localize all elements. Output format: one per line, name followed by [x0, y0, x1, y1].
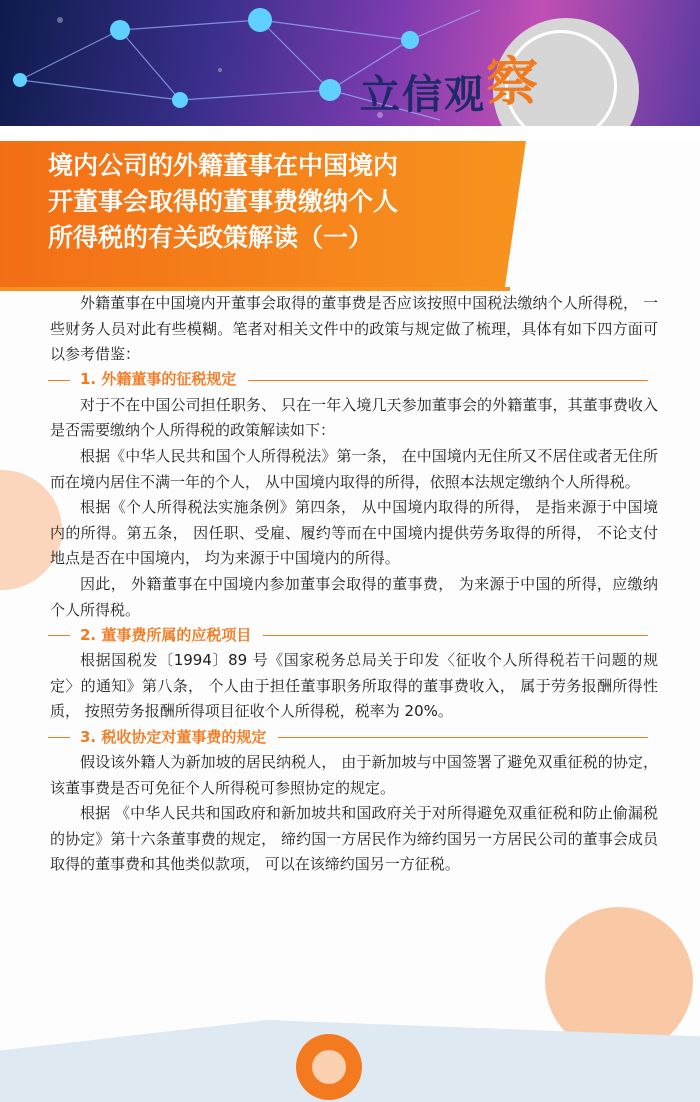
paragraph: 对于不在中国公司担任职务、 只在一年入境几天参加董事会的外籍董事，其董事费收入是否需要缴纳个人所得税的政策解读如下：: [50, 395, 658, 440]
section-heading-label: 3. 税收协定对董事费的规定: [80, 727, 267, 746]
title-line: 境内公司的外籍董事在中国境内: [48, 151, 399, 180]
page-title: [48, 148, 518, 256]
paragraph: 根据国税发〔1994〕89 号《国家税务总局关于印发〈征收个人所得税若干问题的规定〉的通知》第八条， 个人由于担任董事职务所取得的董事费收入， 属于劳务报酬所得性质， 按照劳务报酬所得项目征收个人所得税，税率为 20%。: [50, 651, 658, 721]
section-heading-2: [48, 623, 648, 648]
header-banner: [0, 0, 700, 140]
decor-circle-bottom-inner: [312, 1050, 346, 1084]
title-line: 开董事会取得的董事费缴纳个人: [48, 187, 399, 216]
section-heading-label: 2. 董事费所属的应税项目: [80, 625, 252, 644]
brand-accent: 察: [486, 53, 541, 113]
article-body: [50, 291, 658, 878]
header-divider: [0, 126, 700, 140]
brand-title: [360, 48, 540, 123]
paragraph: 因此， 外籍董事在中国境内参加董事会取得的董事费， 为来源于中国的所得，应缴纳个人所得税。: [50, 574, 658, 619]
intro-paragraph: 外籍董事在中国境内开董事会取得的董事费是否应该按照中国税法缴纳个人所得税， 一些财务人员对此有些模糊。笔者对相关文件中的政策与规定做了梳理，具体有如下四方面可以参考借鉴：: [50, 294, 658, 364]
section-heading-1: [48, 368, 648, 393]
brand-prefix: 立信观: [360, 72, 486, 118]
paragraph: 假设该外籍人为新加坡的居民纳税人， 由于新加坡与中国签署了避免双重征税的协定，该董事费是否可免征个人所得税可参照协定的规定。: [50, 752, 658, 797]
title-line: 所得税的有关政策解读（一）: [48, 223, 374, 252]
paragraph: 根据《中华人民共和国个人所得税法》第一条， 在中国境内无住所又不居住或者无住所而在境内居住不满一年的个人， 从中国境内取得的所得，依照本法规定缴纳个人所得税。: [50, 446, 658, 491]
paragraph: 根据 《中华人民共和国政府和新加坡共和国政府关于对所得避免双重征税和防止偷漏税的协定》第十六条董事费的规定， 缔约国一方居民作为缔约国另一方居民公司的董事会成员取得的董事费和其他类似款项， 可以在该缔约国另一方征税。: [50, 804, 658, 874]
paragraph: 根据《个人所得税法实施条例》第四条， 从中国境内取得的所得， 是指来源于中国境内的所得。第五条， 因任职、受雇、履约等而在中国境内提供劳务取得的所得， 不论支付地点是否在中国境内， 均为来源于中国境内的所得。: [50, 498, 658, 568]
section-heading-label: 1. 外籍董事的征税规定: [80, 370, 237, 389]
section-heading-3: [48, 725, 648, 750]
